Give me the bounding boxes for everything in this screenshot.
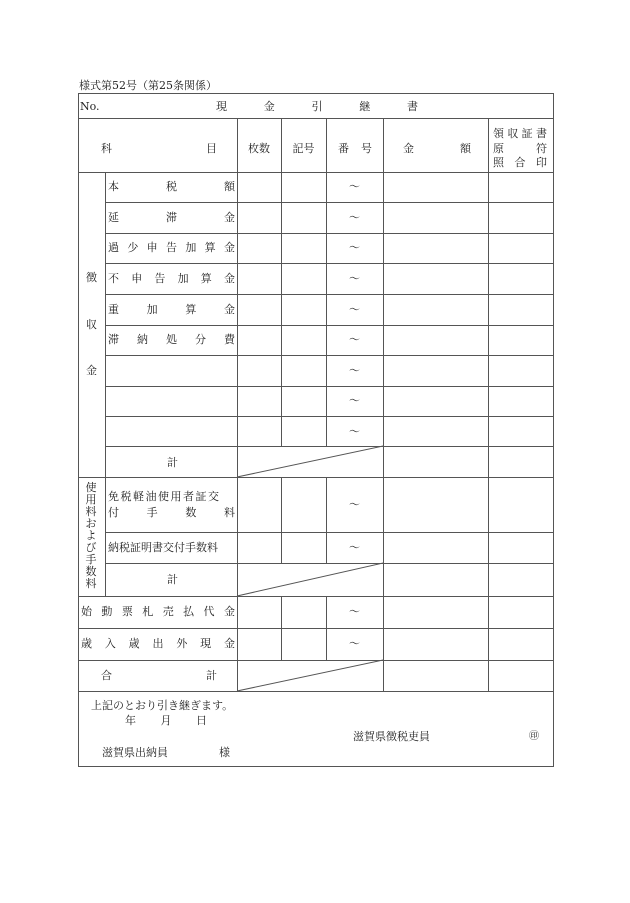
range-tilde: ～ — [349, 425, 360, 438]
label-char: 加 — [177, 272, 189, 285]
header-char: 目 — [206, 142, 217, 155]
title-char: 継 — [359, 100, 371, 113]
label-char: 歳 — [81, 637, 92, 650]
row-label-nonfiling-penalty — [108, 272, 235, 285]
range-tilde: ～ — [349, 605, 360, 618]
label-char: 額 — [224, 180, 235, 193]
column-header-number — [338, 142, 372, 155]
range-tilde: ～ — [349, 364, 360, 377]
header-char: 番 — [338, 142, 349, 155]
label-char: 滞 — [166, 211, 177, 224]
header-char: 原 — [493, 142, 504, 155]
label-char: 出 — [152, 637, 164, 650]
column-header-symbol: 記号 — [292, 142, 315, 155]
row-label-heavy-penalty — [108, 303, 235, 316]
title-char: 引 — [311, 100, 323, 113]
fees-subtotal-label: 計 — [167, 573, 178, 586]
divider — [488, 118, 489, 691]
diagonal-strike — [237, 446, 383, 477]
divider — [78, 628, 553, 629]
label-char: 払 — [183, 605, 195, 618]
label-char: 金 — [223, 605, 235, 618]
divider — [105, 386, 553, 387]
label-char: 金 — [223, 637, 235, 650]
range-tilde: ～ — [349, 394, 360, 407]
form-reference: 様式第52号（第25条関係） — [79, 79, 217, 92]
divider — [105, 233, 553, 234]
range-tilde: ～ — [349, 180, 360, 193]
divider — [281, 596, 282, 660]
column-header-count: 枚数 — [248, 142, 270, 155]
date-char: 年 — [125, 714, 136, 727]
row-label-late-fee — [108, 211, 235, 224]
diagonal-strike — [237, 660, 383, 691]
label-char: 付 — [108, 506, 119, 519]
label-char: 現 — [200, 637, 212, 650]
divider — [105, 294, 553, 295]
divider — [105, 532, 553, 533]
header-char: 証 — [521, 127, 533, 140]
header-char: 符 — [536, 142, 547, 155]
label-char: 納 — [137, 333, 148, 346]
row-label-underreport-penalty — [108, 241, 235, 254]
range-tilde: ～ — [349, 211, 360, 224]
label-char: 札 — [142, 605, 154, 618]
header-char: 号 — [361, 142, 372, 155]
row-label-exempt-oil-cert-line2 — [108, 506, 235, 519]
label-char: 動 — [101, 605, 113, 618]
label-char: 少 — [127, 241, 139, 254]
row-label-delinquency-fee — [108, 333, 235, 346]
column-header-subject — [101, 142, 217, 155]
row-label-ticket-sales — [81, 605, 235, 618]
header-char: 収 — [507, 127, 519, 140]
range-tilde: ～ — [349, 541, 360, 554]
label-char: 本 — [108, 180, 119, 193]
label-char: 告 — [154, 272, 166, 285]
range-tilde: ～ — [349, 637, 360, 650]
label-char: 手 — [146, 506, 158, 519]
label-char: 加 — [146, 303, 158, 316]
divider — [237, 118, 238, 691]
divider — [281, 118, 282, 446]
collection-subtotal-label: 計 — [167, 456, 178, 469]
header-char: 書 — [535, 127, 547, 140]
label-char: 重 — [108, 303, 119, 316]
title-char: 現 — [216, 100, 227, 113]
header-char: 科 — [101, 142, 112, 155]
label-char: 告 — [165, 241, 177, 254]
diagonal-strike — [237, 563, 383, 596]
label-char: 金 — [224, 211, 235, 224]
range-tilde: ～ — [349, 272, 360, 285]
label-char: 不 — [108, 272, 119, 285]
range-tilde: ～ — [349, 333, 360, 346]
label-char: 票 — [121, 605, 133, 618]
header-char: 合 — [514, 156, 526, 169]
divider — [78, 596, 553, 597]
label-char: 金 — [223, 241, 235, 254]
label-char: 数 — [185, 506, 197, 519]
label-char: 代 — [203, 605, 215, 618]
group-label-char: 収 — [86, 318, 97, 331]
grand-total-label — [101, 669, 217, 682]
title-char: 金 — [263, 100, 275, 113]
label-char: 算 — [204, 241, 216, 254]
label-char: 売 — [162, 605, 174, 618]
header-char: 印 — [536, 156, 547, 169]
label-char: 加 — [185, 241, 197, 254]
divider — [78, 172, 553, 173]
range-tilde: ～ — [349, 303, 360, 316]
label-char: 入 — [104, 637, 116, 650]
divider — [78, 691, 553, 692]
group-label-char: 金 — [86, 364, 97, 377]
label-char: 費 — [224, 333, 235, 346]
divider — [281, 477, 282, 563]
range-tilde: ～ — [349, 241, 360, 254]
label-char: 滞 — [108, 333, 119, 346]
label-char: 外 — [176, 637, 188, 650]
date-line — [125, 714, 207, 727]
divider — [105, 263, 553, 264]
label-char: 申 — [131, 272, 143, 285]
divider — [383, 118, 384, 691]
row-label-exempt-oil-cert-line1: 免税軽油使用者証交 — [108, 490, 221, 503]
divider — [105, 355, 553, 356]
column-header-amount — [403, 142, 471, 155]
label-char: 処 — [166, 333, 177, 346]
label-char: 税 — [166, 180, 177, 193]
header-char: 金 — [403, 142, 414, 155]
label-char: 料 — [223, 506, 235, 519]
label-char: 過 — [108, 241, 119, 254]
divider — [105, 416, 553, 417]
header-char: 領 — [493, 127, 504, 140]
label-char: 延 — [108, 211, 119, 224]
label-char: 算 — [200, 272, 212, 285]
label-char: 計 — [206, 669, 217, 682]
no-label: No. — [80, 100, 100, 113]
recipient-title: 滋賀県出納員 — [102, 746, 168, 759]
recipient-honorific: 様 — [219, 746, 230, 759]
date-char: 日 — [196, 714, 207, 727]
divider — [105, 172, 106, 596]
group-label-char: 徴 — [86, 271, 97, 284]
label-char: 合 — [101, 669, 112, 682]
label-char: 歳 — [128, 637, 140, 650]
label-char: 始 — [81, 605, 92, 618]
row-label-principal-tax — [108, 180, 235, 193]
form-title — [216, 100, 418, 113]
divider — [105, 202, 553, 203]
date-char: 月 — [160, 714, 172, 727]
row-label-non-budget-cash — [81, 637, 235, 650]
row-label-tax-cert-fee: 納税証明書交付手数料 — [108, 541, 218, 554]
official-title: 滋賀県徴税吏員 — [353, 730, 430, 743]
label-char: 算 — [185, 303, 197, 316]
title-char: 書 — [407, 100, 418, 113]
divider — [105, 325, 553, 326]
group-label-fees: 使用料および手数料 — [85, 481, 97, 590]
handover-statement: 上記のとおり引き継ぎます。 — [91, 699, 234, 712]
range-tilde: ～ — [349, 498, 360, 511]
divider — [78, 118, 553, 119]
label-char: 金 — [223, 303, 235, 316]
seal-icon: ㊞ — [529, 731, 539, 742]
label-char: 分 — [195, 333, 206, 346]
header-char: 照 — [493, 156, 504, 169]
divider — [78, 477, 553, 478]
label-char: 金 — [223, 272, 235, 285]
header-char: 額 — [460, 142, 471, 155]
label-char: 申 — [146, 241, 158, 254]
